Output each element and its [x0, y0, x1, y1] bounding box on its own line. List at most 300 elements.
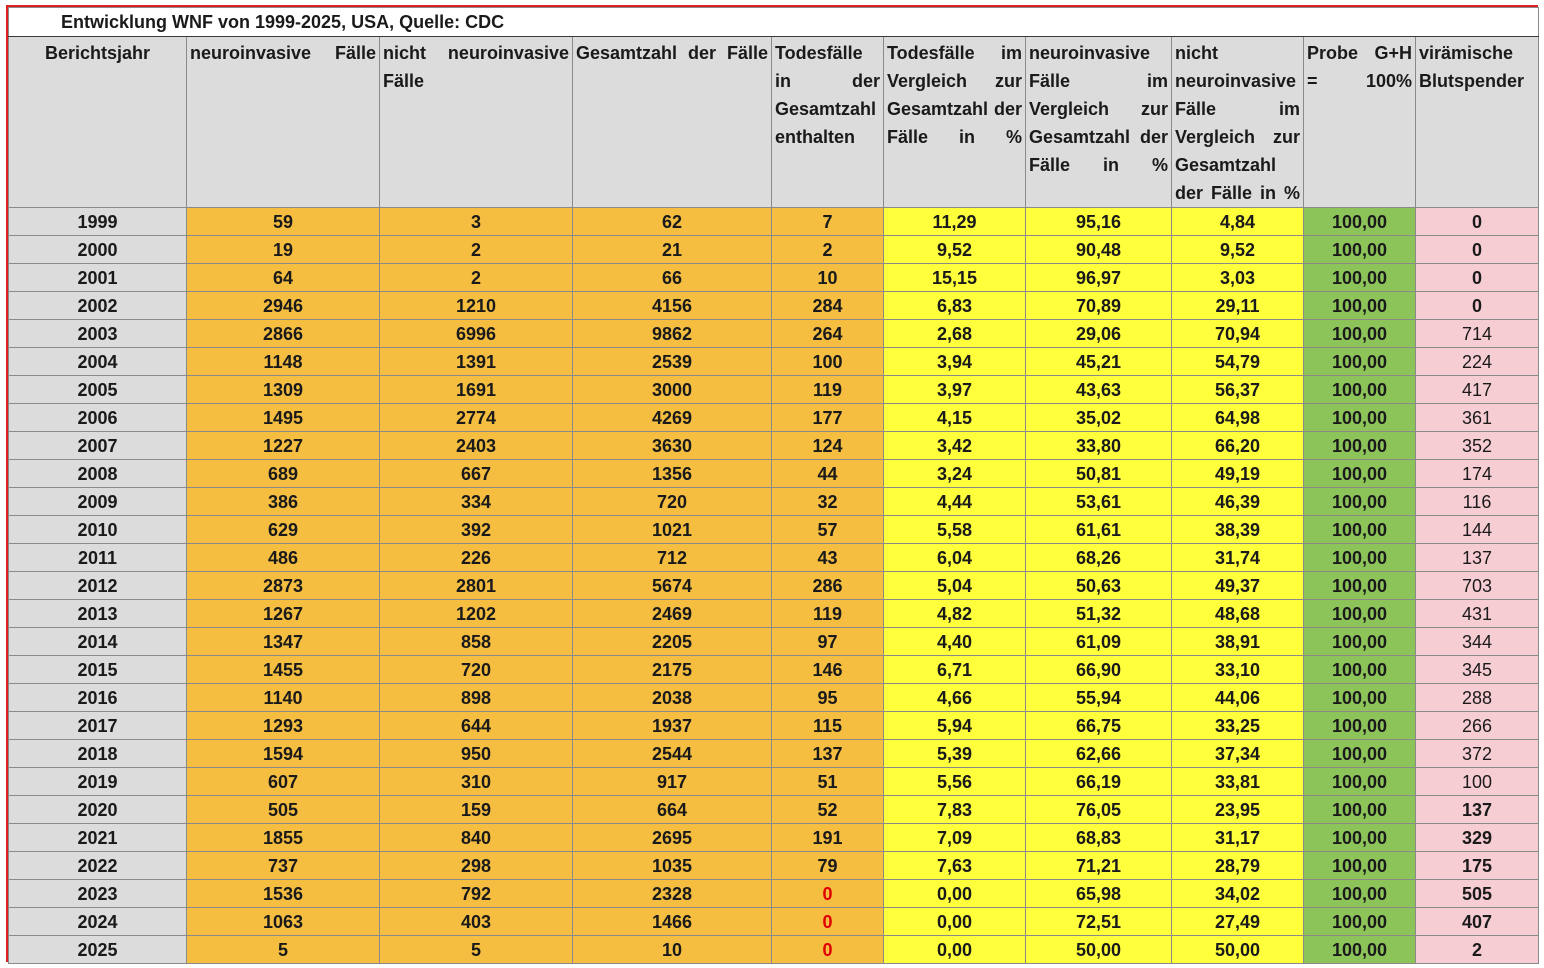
cell-nicht-neuroinvasive-prozent[interactable]: 54,79 [1172, 348, 1304, 376]
cell-todesfaelle[interactable]: 7 [772, 208, 884, 236]
cell-blutspender[interactable]: 0 [1416, 292, 1539, 320]
cell-neuroinvasive[interactable]: 1347 [187, 628, 380, 656]
cell-berichtsjahr[interactable]: 2019 [9, 768, 187, 796]
cell-nicht-neuroinvasive-prozent[interactable]: 46,39 [1172, 488, 1304, 516]
cell-probe[interactable]: 100,00 [1304, 544, 1416, 572]
cell-neuroinvasive[interactable]: 1148 [187, 348, 380, 376]
cell-neuroinvasive-prozent[interactable]: 33,80 [1026, 432, 1172, 460]
cell-neuroinvasive[interactable]: 486 [187, 544, 380, 572]
cell-neuroinvasive-prozent[interactable]: 72,51 [1026, 908, 1172, 936]
cell-probe[interactable]: 100,00 [1304, 628, 1416, 656]
cell-blutspender[interactable]: 407 [1416, 908, 1539, 936]
cell-gesamtzahl[interactable]: 2175 [573, 656, 772, 684]
cell-berichtsjahr[interactable]: 2011 [9, 544, 187, 572]
cell-neuroinvasive[interactable]: 1594 [187, 740, 380, 768]
cell-todesfaelle-prozent[interactable]: 6,71 [884, 656, 1026, 684]
cell-probe[interactable]: 100,00 [1304, 432, 1416, 460]
cell-neuroinvasive-prozent[interactable]: 76,05 [1026, 796, 1172, 824]
cell-berichtsjahr[interactable]: 2006 [9, 404, 187, 432]
cell-todesfaelle-prozent[interactable]: 6,83 [884, 292, 1026, 320]
cell-blutspender[interactable]: 175 [1416, 852, 1539, 880]
cell-gesamtzahl[interactable]: 2539 [573, 348, 772, 376]
cell-nicht-neuroinvasive[interactable]: 840 [380, 824, 573, 852]
cell-blutspender[interactable]: 714 [1416, 320, 1539, 348]
cell-blutspender[interactable]: 344 [1416, 628, 1539, 656]
cell-probe[interactable]: 100,00 [1304, 740, 1416, 768]
header-todesfaelle-prozent[interactable]: Todesfälle im Vergleich zur Gesamtzahl der Fälle in % [884, 37, 1026, 208]
cell-gesamtzahl[interactable]: 4269 [573, 404, 772, 432]
cell-blutspender[interactable]: 2 [1416, 936, 1539, 964]
cell-nicht-neuroinvasive[interactable]: 792 [380, 880, 573, 908]
cell-todesfaelle-prozent[interactable]: 3,24 [884, 460, 1026, 488]
cell-neuroinvasive-prozent[interactable]: 61,09 [1026, 628, 1172, 656]
header-todesfaelle[interactable]: Todesfälle in der Gesamtzahl enthalten [772, 37, 884, 208]
table-row [9, 600, 1539, 628]
cell-probe[interactable]: 100,00 [1304, 376, 1416, 404]
cell-neuroinvasive[interactable]: 737 [187, 852, 380, 880]
cell-nicht-neuroinvasive-prozent[interactable]: 27,49 [1172, 908, 1304, 936]
cell-todesfaelle-prozent[interactable]: 2,68 [884, 320, 1026, 348]
cell-neuroinvasive-prozent[interactable]: 50,00 [1026, 936, 1172, 964]
cell-todesfaelle[interactable]: 32 [772, 488, 884, 516]
cell-berichtsjahr[interactable]: 2005 [9, 376, 187, 404]
cell-blutspender[interactable]: 224 [1416, 348, 1539, 376]
table-row [9, 488, 1539, 516]
cell-gesamtzahl[interactable]: 5674 [573, 572, 772, 600]
cell-berichtsjahr[interactable]: 2025 [9, 936, 187, 964]
cell-blutspender[interactable]: 0 [1416, 236, 1539, 264]
cell-gesamtzahl[interactable]: 1035 [573, 852, 772, 880]
cell-neuroinvasive[interactable]: 1267 [187, 600, 380, 628]
cell-gesamtzahl[interactable]: 720 [573, 488, 772, 516]
cell-blutspender[interactable]: 0 [1416, 208, 1539, 236]
cell-gesamtzahl[interactable]: 2205 [573, 628, 772, 656]
cell-nicht-neuroinvasive-prozent[interactable]: 3,03 [1172, 264, 1304, 292]
cell-blutspender[interactable]: 266 [1416, 712, 1539, 740]
cell-probe[interactable]: 100,00 [1304, 264, 1416, 292]
cell-berichtsjahr[interactable]: 2022 [9, 852, 187, 880]
cell-nicht-neuroinvasive[interactable]: 3 [380, 208, 573, 236]
cell-blutspender[interactable]: 329 [1416, 824, 1539, 852]
cell-blutspender[interactable]: 372 [1416, 740, 1539, 768]
cell-nicht-neuroinvasive-prozent[interactable]: 33,81 [1172, 768, 1304, 796]
cell-blutspender[interactable]: 361 [1416, 404, 1539, 432]
cell-probe[interactable]: 100,00 [1304, 824, 1416, 852]
cell-neuroinvasive[interactable]: 1309 [187, 376, 380, 404]
cell-gesamtzahl[interactable]: 2038 [573, 684, 772, 712]
cell-nicht-neuroinvasive[interactable]: 1691 [380, 376, 573, 404]
cell-neuroinvasive[interactable]: 689 [187, 460, 380, 488]
cell-nicht-neuroinvasive[interactable]: 2801 [380, 572, 573, 600]
cell-neuroinvasive[interactable]: 19 [187, 236, 380, 264]
cell-todesfaelle[interactable]: 95 [772, 684, 884, 712]
cell-todesfaelle-prozent[interactable]: 4,66 [884, 684, 1026, 712]
cell-probe[interactable]: 100,00 [1304, 320, 1416, 348]
cell-nicht-neuroinvasive-prozent[interactable]: 33,25 [1172, 712, 1304, 740]
cell-berichtsjahr[interactable]: 2008 [9, 460, 187, 488]
cell-todesfaelle[interactable]: 0 [772, 936, 884, 964]
cell-berichtsjahr[interactable]: 2009 [9, 488, 187, 516]
cell-todesfaelle-prozent[interactable]: 4,82 [884, 600, 1026, 628]
cell-nicht-neuroinvasive[interactable]: 334 [380, 488, 573, 516]
cell-neuroinvasive-prozent[interactable]: 96,97 [1026, 264, 1172, 292]
cell-nicht-neuroinvasive-prozent[interactable]: 38,91 [1172, 628, 1304, 656]
cell-probe[interactable]: 100,00 [1304, 600, 1416, 628]
cell-neuroinvasive-prozent[interactable]: 71,21 [1026, 852, 1172, 880]
cell-nicht-neuroinvasive-prozent[interactable]: 49,37 [1172, 572, 1304, 600]
cell-gesamtzahl[interactable]: 2544 [573, 740, 772, 768]
cell-todesfaelle[interactable]: 0 [772, 880, 884, 908]
cell-gesamtzahl[interactable]: 664 [573, 796, 772, 824]
cell-blutspender[interactable]: 144 [1416, 516, 1539, 544]
cell-nicht-neuroinvasive-prozent[interactable]: 37,34 [1172, 740, 1304, 768]
cell-probe[interactable]: 100,00 [1304, 516, 1416, 544]
cell-neuroinvasive[interactable]: 2873 [187, 572, 380, 600]
header-neuroinvasive-prozent[interactable]: neuroinvasive Fälle im Vergleich zur Gesamtzahl der Fälle in % [1026, 37, 1172, 208]
cell-neuroinvasive[interactable]: 1455 [187, 656, 380, 684]
cell-todesfaelle-prozent[interactable]: 5,56 [884, 768, 1026, 796]
cell-todesfaelle[interactable]: 115 [772, 712, 884, 740]
cell-nicht-neuroinvasive-prozent[interactable]: 56,37 [1172, 376, 1304, 404]
cell-berichtsjahr[interactable]: 2007 [9, 432, 187, 460]
cell-neuroinvasive-prozent[interactable]: 53,61 [1026, 488, 1172, 516]
cell-todesfaelle[interactable]: 0 [772, 908, 884, 936]
cell-gesamtzahl[interactable]: 712 [573, 544, 772, 572]
cell-todesfaelle-prozent[interactable]: 0,00 [884, 880, 1026, 908]
cell-todesfaelle-prozent[interactable]: 7,63 [884, 852, 1026, 880]
cell-neuroinvasive-prozent[interactable]: 62,66 [1026, 740, 1172, 768]
cell-todesfaelle[interactable]: 119 [772, 600, 884, 628]
cell-neuroinvasive[interactable]: 1855 [187, 824, 380, 852]
cell-gesamtzahl[interactable]: 3000 [573, 376, 772, 404]
cell-todesfaelle-prozent[interactable]: 4,40 [884, 628, 1026, 656]
cell-todesfaelle[interactable]: 286 [772, 572, 884, 600]
cell-berichtsjahr[interactable]: 2001 [9, 264, 187, 292]
cell-probe[interactable]: 100,00 [1304, 208, 1416, 236]
cell-todesfaelle-prozent[interactable]: 5,39 [884, 740, 1026, 768]
cell-nicht-neuroinvasive[interactable]: 950 [380, 740, 573, 768]
header-blutspender[interactable]: virämische Blutspender [1416, 37, 1539, 208]
table-row [9, 572, 1539, 600]
cell-nicht-neuroinvasive-prozent[interactable]: 4,84 [1172, 208, 1304, 236]
cell-neuroinvasive[interactable]: 2946 [187, 292, 380, 320]
cell-probe[interactable]: 100,00 [1304, 852, 1416, 880]
cell-neuroinvasive-prozent[interactable]: 90,48 [1026, 236, 1172, 264]
cell-berichtsjahr[interactable]: 2002 [9, 292, 187, 320]
cell-todesfaelle-prozent[interactable]: 0,00 [884, 936, 1026, 964]
table-row [9, 348, 1539, 376]
cell-nicht-neuroinvasive[interactable]: 644 [380, 712, 573, 740]
cell-gesamtzahl[interactable]: 4156 [573, 292, 772, 320]
cell-todesfaelle[interactable]: 10 [772, 264, 884, 292]
cell-todesfaelle[interactable]: 2 [772, 236, 884, 264]
cell-neuroinvasive-prozent[interactable]: 68,26 [1026, 544, 1172, 572]
cell-nicht-neuroinvasive-prozent[interactable]: 34,02 [1172, 880, 1304, 908]
cell-nicht-neuroinvasive-prozent[interactable]: 23,95 [1172, 796, 1304, 824]
cell-neuroinvasive[interactable]: 1063 [187, 908, 380, 936]
cell-gesamtzahl[interactable]: 2695 [573, 824, 772, 852]
cell-neuroinvasive-prozent[interactable]: 66,75 [1026, 712, 1172, 740]
cell-berichtsjahr[interactable]: 2004 [9, 348, 187, 376]
header-gesamtzahl[interactable]: Gesamtzahl der Fälle [573, 37, 772, 208]
wnf-table [8, 7, 1539, 964]
cell-gesamtzahl[interactable]: 1466 [573, 908, 772, 936]
cell-blutspender[interactable]: 116 [1416, 488, 1539, 516]
table-row [9, 712, 1539, 740]
cell-berichtsjahr[interactable]: 2013 [9, 600, 187, 628]
cell-probe[interactable]: 100,00 [1304, 796, 1416, 824]
cell-probe[interactable]: 100,00 [1304, 348, 1416, 376]
cell-todesfaelle-prozent[interactable]: 4,44 [884, 488, 1026, 516]
cell-neuroinvasive[interactable]: 629 [187, 516, 380, 544]
cell-neuroinvasive-prozent[interactable]: 95,16 [1026, 208, 1172, 236]
cell-berichtsjahr[interactable]: 2018 [9, 740, 187, 768]
cell-todesfaelle[interactable]: 264 [772, 320, 884, 348]
cell-nicht-neuroinvasive[interactable]: 310 [380, 768, 573, 796]
cell-nicht-neuroinvasive[interactable]: 5 [380, 936, 573, 964]
cell-neuroinvasive-prozent[interactable]: 66,90 [1026, 656, 1172, 684]
cell-nicht-neuroinvasive-prozent[interactable]: 64,98 [1172, 404, 1304, 432]
cell-blutspender[interactable]: 174 [1416, 460, 1539, 488]
cell-probe[interactable]: 100,00 [1304, 768, 1416, 796]
cell-probe[interactable]: 100,00 [1304, 684, 1416, 712]
cell-nicht-neuroinvasive[interactable]: 2 [380, 236, 573, 264]
cell-neuroinvasive-prozent[interactable]: 45,21 [1026, 348, 1172, 376]
cell-probe[interactable]: 100,00 [1304, 236, 1416, 264]
cell-nicht-neuroinvasive[interactable]: 2403 [380, 432, 573, 460]
cell-neuroinvasive[interactable]: 1140 [187, 684, 380, 712]
spreadsheet-frame [6, 5, 1538, 962]
cell-nicht-neuroinvasive[interactable]: 403 [380, 908, 573, 936]
table-row [9, 628, 1539, 656]
cell-todesfaelle-prozent[interactable]: 5,94 [884, 712, 1026, 740]
cell-gesamtzahl[interactable]: 917 [573, 768, 772, 796]
cell-berichtsjahr[interactable]: 2024 [9, 908, 187, 936]
cell-todesfaelle-prozent[interactable]: 6,04 [884, 544, 1026, 572]
cell-todesfaelle-prozent[interactable]: 3,97 [884, 376, 1026, 404]
cell-todesfaelle[interactable]: 177 [772, 404, 884, 432]
cell-neuroinvasive-prozent[interactable]: 61,61 [1026, 516, 1172, 544]
cell-berichtsjahr[interactable]: 2012 [9, 572, 187, 600]
cell-neuroinvasive[interactable]: 607 [187, 768, 380, 796]
cell-neuroinvasive-prozent[interactable]: 29,06 [1026, 320, 1172, 348]
cell-gesamtzahl[interactable]: 1937 [573, 712, 772, 740]
cell-berichtsjahr[interactable]: 2016 [9, 684, 187, 712]
cell-nicht-neuroinvasive-prozent[interactable]: 49,19 [1172, 460, 1304, 488]
cell-berichtsjahr[interactable]: 2010 [9, 516, 187, 544]
cell-probe[interactable]: 100,00 [1304, 880, 1416, 908]
cell-nicht-neuroinvasive[interactable]: 1391 [380, 348, 573, 376]
cell-blutspender[interactable]: 100 [1416, 768, 1539, 796]
title-row [9, 8, 1539, 37]
cell-probe[interactable]: 100,00 [1304, 460, 1416, 488]
cell-neuroinvasive-prozent[interactable]: 51,32 [1026, 600, 1172, 628]
table-row [9, 656, 1539, 684]
cell-todesfaelle[interactable]: 191 [772, 824, 884, 852]
cell-todesfaelle-prozent[interactable]: 0,00 [884, 908, 1026, 936]
cell-todesfaelle-prozent[interactable]: 3,42 [884, 432, 1026, 460]
cell-neuroinvasive[interactable]: 1227 [187, 432, 380, 460]
cell-neuroinvasive-prozent[interactable]: 55,94 [1026, 684, 1172, 712]
cell-probe[interactable]: 100,00 [1304, 936, 1416, 964]
cell-todesfaelle-prozent[interactable]: 4,15 [884, 404, 1026, 432]
cell-nicht-neuroinvasive-prozent[interactable]: 44,06 [1172, 684, 1304, 712]
table-row [9, 544, 1539, 572]
cell-nicht-neuroinvasive-prozent[interactable]: 31,17 [1172, 824, 1304, 852]
cell-nicht-neuroinvasive[interactable]: 1210 [380, 292, 573, 320]
table-row [9, 880, 1539, 908]
cell-blutspender[interactable]: 137 [1416, 544, 1539, 572]
cell-neuroinvasive-prozent[interactable]: 50,81 [1026, 460, 1172, 488]
cell-nicht-neuroinvasive[interactable]: 720 [380, 656, 573, 684]
cell-probe[interactable]: 100,00 [1304, 404, 1416, 432]
cell-berichtsjahr[interactable]: 2003 [9, 320, 187, 348]
cell-blutspender[interactable]: 0 [1416, 264, 1539, 292]
cell-berichtsjahr[interactable]: 1999 [9, 208, 187, 236]
cell-blutspender[interactable]: 137 [1416, 796, 1539, 824]
cell-blutspender[interactable]: 505 [1416, 880, 1539, 908]
cell-probe[interactable]: 100,00 [1304, 572, 1416, 600]
header-probe[interactable]: Probe G+H = 100% [1304, 37, 1416, 208]
cell-gesamtzahl[interactable]: 2328 [573, 880, 772, 908]
cell-nicht-neuroinvasive[interactable]: 6996 [380, 320, 573, 348]
cell-todesfaelle[interactable]: 57 [772, 516, 884, 544]
cell-todesfaelle[interactable]: 124 [772, 432, 884, 460]
cell-neuroinvasive[interactable]: 1536 [187, 880, 380, 908]
cell-todesfaelle[interactable]: 52 [772, 796, 884, 824]
table-row [9, 768, 1539, 796]
cell-neuroinvasive[interactable]: 1495 [187, 404, 380, 432]
cell-berichtsjahr[interactable]: 2021 [9, 824, 187, 852]
cell-berichtsjahr[interactable]: 2000 [9, 236, 187, 264]
cell-blutspender[interactable]: 345 [1416, 656, 1539, 684]
cell-berichtsjahr[interactable]: 2023 [9, 880, 187, 908]
cell-gesamtzahl[interactable]: 10 [573, 936, 772, 964]
cell-neuroinvasive-prozent[interactable]: 66,19 [1026, 768, 1172, 796]
cell-blutspender[interactable]: 417 [1416, 376, 1539, 404]
cell-todesfaelle-prozent[interactable]: 5,58 [884, 516, 1026, 544]
cell-probe[interactable]: 100,00 [1304, 908, 1416, 936]
cell-neuroinvasive[interactable]: 64 [187, 264, 380, 292]
cell-neuroinvasive[interactable]: 5 [187, 936, 380, 964]
cell-nicht-neuroinvasive[interactable]: 392 [380, 516, 573, 544]
cell-todesfaelle[interactable]: 79 [772, 852, 884, 880]
cell-neuroinvasive-prozent[interactable]: 70,89 [1026, 292, 1172, 320]
cell-berichtsjahr[interactable]: 2020 [9, 796, 187, 824]
cell-gesamtzahl[interactable]: 2469 [573, 600, 772, 628]
cell-todesfaelle-prozent[interactable]: 9,52 [884, 236, 1026, 264]
cell-neuroinvasive[interactable]: 59 [187, 208, 380, 236]
cell-neuroinvasive-prozent[interactable]: 65,98 [1026, 880, 1172, 908]
cell-nicht-neuroinvasive-prozent[interactable]: 28,79 [1172, 852, 1304, 880]
cell-todesfaelle[interactable]: 119 [772, 376, 884, 404]
cell-nicht-neuroinvasive-prozent[interactable]: 66,20 [1172, 432, 1304, 460]
cell-todesfaelle-prozent[interactable]: 15,15 [884, 264, 1026, 292]
cell-probe[interactable]: 100,00 [1304, 712, 1416, 740]
cell-neuroinvasive[interactable]: 2866 [187, 320, 380, 348]
cell-gesamtzahl[interactable]: 9862 [573, 320, 772, 348]
header-neuroinvasive[interactable]: neuroinvasive Fälle [187, 37, 380, 208]
header-berichtsjahr[interactable]: Berichtsjahr [9, 37, 187, 208]
cell-nicht-neuroinvasive-prozent[interactable]: 9,52 [1172, 236, 1304, 264]
cell-nicht-neuroinvasive[interactable]: 298 [380, 852, 573, 880]
cell-nicht-neuroinvasive[interactable]: 2774 [380, 404, 573, 432]
cell-neuroinvasive[interactable]: 386 [187, 488, 380, 516]
cell-nicht-neuroinvasive[interactable]: 2 [380, 264, 573, 292]
cell-blutspender[interactable]: 288 [1416, 684, 1539, 712]
cell-todesfaelle[interactable]: 100 [772, 348, 884, 376]
cell-gesamtzahl[interactable]: 1021 [573, 516, 772, 544]
cell-todesfaelle[interactable]: 97 [772, 628, 884, 656]
table-row [9, 292, 1539, 320]
cell-nicht-neuroinvasive-prozent[interactable]: 38,39 [1172, 516, 1304, 544]
cell-nicht-neuroinvasive[interactable]: 667 [380, 460, 573, 488]
cell-todesfaelle-prozent[interactable]: 3,94 [884, 348, 1026, 376]
cell-berichtsjahr[interactable]: 2017 [9, 712, 187, 740]
cell-todesfaelle-prozent[interactable]: 7,09 [884, 824, 1026, 852]
cell-nicht-neuroinvasive[interactable]: 858 [380, 628, 573, 656]
cell-neuroinvasive-prozent[interactable]: 50,63 [1026, 572, 1172, 600]
cell-probe[interactable]: 100,00 [1304, 488, 1416, 516]
cell-nicht-neuroinvasive[interactable]: 226 [380, 544, 573, 572]
cell-neuroinvasive[interactable]: 505 [187, 796, 380, 824]
cell-gesamtzahl[interactable]: 62 [573, 208, 772, 236]
cell-gesamtzahl[interactable]: 21 [573, 236, 772, 264]
cell-gesamtzahl[interactable]: 66 [573, 264, 772, 292]
cell-todesfaelle-prozent[interactable]: 5,04 [884, 572, 1026, 600]
cell-nicht-neuroinvasive[interactable]: 159 [380, 796, 573, 824]
cell-berichtsjahr[interactable]: 2015 [9, 656, 187, 684]
cell-neuroinvasive-prozent[interactable]: 35,02 [1026, 404, 1172, 432]
cell-nicht-neuroinvasive-prozent[interactable]: 31,74 [1172, 544, 1304, 572]
cell-neuroinvasive-prozent[interactable]: 43,63 [1026, 376, 1172, 404]
cell-blutspender[interactable]: 431 [1416, 600, 1539, 628]
cell-neuroinvasive[interactable]: 1293 [187, 712, 380, 740]
cell-nicht-neuroinvasive-prozent[interactable]: 33,10 [1172, 656, 1304, 684]
cell-berichtsjahr[interactable]: 2014 [9, 628, 187, 656]
table-row [9, 376, 1539, 404]
cell-probe[interactable]: 100,00 [1304, 656, 1416, 684]
cell-todesfaelle[interactable]: 44 [772, 460, 884, 488]
cell-nicht-neuroinvasive[interactable]: 1202 [380, 600, 573, 628]
table-row [9, 936, 1539, 964]
table-row [9, 236, 1539, 264]
table-row [9, 208, 1539, 236]
table-row [9, 516, 1539, 544]
cell-todesfaelle[interactable]: 51 [772, 768, 884, 796]
header-nicht-neuroinvasive[interactable]: nicht neuroinvasive Fälle [380, 37, 573, 208]
cell-probe[interactable]: 100,00 [1304, 292, 1416, 320]
cell-nicht-neuroinvasive-prozent[interactable]: 50,00 [1172, 936, 1304, 964]
cell-neuroinvasive-prozent[interactable]: 68,83 [1026, 824, 1172, 852]
cell-nicht-neuroinvasive-prozent[interactable]: 29,11 [1172, 292, 1304, 320]
cell-todesfaelle[interactable]: 137 [772, 740, 884, 768]
cell-gesamtzahl[interactable]: 1356 [573, 460, 772, 488]
cell-nicht-neuroinvasive-prozent[interactable]: 70,94 [1172, 320, 1304, 348]
cell-blutspender[interactable]: 352 [1416, 432, 1539, 460]
cell-todesfaelle-prozent[interactable]: 7,83 [884, 796, 1026, 824]
cell-todesfaelle-prozent[interactable]: 11,29 [884, 208, 1026, 236]
cell-todesfaelle[interactable]: 146 [772, 656, 884, 684]
header-nicht-neuroinvasive-prozent[interactable]: nicht neuroinvasive Fälle im Vergleich zur Gesamtzahl der Fälle in % [1172, 37, 1304, 208]
cell-nicht-neuroinvasive[interactable]: 898 [380, 684, 573, 712]
cell-nicht-neuroinvasive-prozent[interactable]: 48,68 [1172, 600, 1304, 628]
cell-blutspender[interactable]: 703 [1416, 572, 1539, 600]
cell-gesamtzahl[interactable]: 3630 [573, 432, 772, 460]
cell-todesfaelle[interactable]: 284 [772, 292, 884, 320]
table-row [9, 264, 1539, 292]
cell-todesfaelle[interactable]: 43 [772, 544, 884, 572]
